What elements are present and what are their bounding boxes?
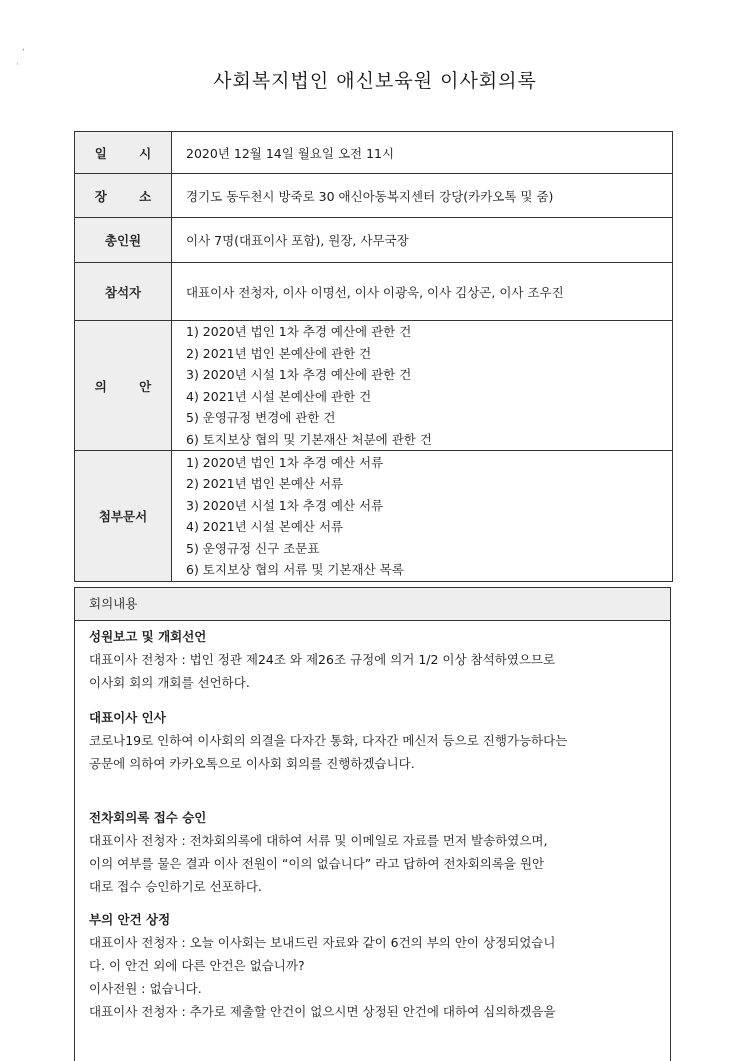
info-label: 총인원	[75, 218, 172, 263]
info-row-attendees	[75, 263, 673, 321]
list-item: 2) 2021년 법인 본예산 서류	[186, 476, 344, 491]
list-item: 2) 2021년 법인 본예산에 관한 건	[186, 345, 372, 361]
info-label: 장 소	[75, 174, 172, 218]
document-title: 사회복지법인 애신보육원 이사회의록	[213, 70, 537, 92]
list-item: 3) 2020년 시설 1차 추경 예산 서류	[186, 497, 384, 513]
section-line: 대로 접수 승인하기로 선포하다.	[89, 879, 262, 894]
minutes-section	[89, 806, 658, 898]
section-line: 대표이사 전청자 : 오늘 이사회는 보내드린 자료와 같이 6건의 부의 안이 상정되었습니	[89, 935, 556, 950]
info-row-date	[75, 132, 673, 174]
section-line: 이사전원 : 없습니다.	[89, 981, 202, 996]
section-title: 성원보고 및 개회선언	[89, 629, 207, 644]
list-item: 4) 2021년 시설 본예산에 관한 건	[186, 388, 372, 404]
info-value: 경기도 동두천시 방죽로 30 애신아동복지센터 강당(카카오톡 및 줌)	[172, 174, 673, 218]
minutes-body	[75, 621, 670, 1023]
section-line: 대표이사 전청자 : 전차회의록에 대하여 서류 및 이메일로 자료를 먼저 발송하였으며,	[89, 833, 548, 848]
agenda-cell	[172, 321, 673, 451]
list-item: 6) 토지보상 협의 서류 및 기본재산 목록	[186, 562, 404, 577]
section-line: 다. 이 안건 외에 다른 안건은 없습니까?	[89, 958, 305, 973]
info-label: 참석자	[75, 263, 172, 321]
list-item: 5) 운영규정 신구 조문표	[186, 540, 320, 556]
minutes-header: 회의내용	[75, 588, 670, 621]
list-item: 1) 2020년 법인 1차 추경 예산에 관한 건	[186, 324, 412, 339]
info-row-place	[75, 174, 673, 218]
attachments-list	[186, 452, 672, 581]
info-row-agenda	[75, 321, 673, 451]
info-label: 일 시	[75, 132, 172, 174]
list-item: 5) 운영규정 변경에 관한 건	[186, 410, 336, 425]
section-line: 이사회 회의 개회를 선언하다.	[89, 675, 250, 690]
scan-mark: ‘	[22, 48, 25, 58]
section-line: 이의 여부를 물은 결과 이사 전원이 “이의 없습니다” 라고 답하여 전차회의록을 원안	[89, 856, 545, 871]
list-item: 3) 2020년 시설 1차 추경 예산에 관한 건	[186, 367, 412, 382]
scan-mark: ·	[16, 60, 19, 70]
info-value: 대표이사 전청자, 이사 이명선, 이사 이광욱, 이사 김상곤, 이사 조우진	[172, 263, 673, 321]
section-line: 코로나19로 인하여 이사회의 의결을 다자간 통화, 다자간 메신저 등으로 진행가능하다는	[89, 733, 568, 748]
minutes-box	[74, 587, 671, 1061]
section-line: 대표이사 전청자 : 추가로 제출할 안건이 없으시면 상정된 안건에 대하여 심의하겠음을	[89, 1004, 556, 1019]
minutes-section	[89, 625, 658, 694]
minutes-section	[89, 706, 658, 775]
minutes-section	[89, 908, 658, 1023]
info-row-total	[75, 218, 673, 263]
info-value: 이사 7명(대표이사 포함), 원장, 사무국장	[172, 218, 673, 263]
info-value: 2020년 12월 14일 월요일 오전 11시	[172, 132, 673, 174]
info-label: 첨부문서	[75, 451, 172, 582]
agenda-list	[186, 321, 672, 450]
info-row-attachments	[75, 451, 673, 582]
attachments-cell	[172, 451, 673, 582]
meeting-info-table	[74, 131, 673, 582]
section-line: 대표이사 전청자 : 법인 정관 제24조 와 제26조 규정에 의거 1/2 이상 참석하였으므로	[89, 652, 556, 667]
list-item: 1) 2020년 법인 1차 추경 예산 서류	[186, 454, 384, 470]
section-line: 공문에 의하여 카카오톡으로 이사회 회의를 진행하겠습니다.	[89, 756, 415, 771]
section-title: 전차회의록 접수 승인	[89, 810, 207, 825]
list-item: 4) 2021년 시설 본예산 서류	[186, 519, 344, 534]
section-title: 부의 안건 상정	[89, 912, 171, 927]
list-item: 6) 토지보상 협의 및 기본재산 처분에 관한 건	[186, 431, 432, 447]
info-label: 의 안	[75, 321, 172, 451]
section-title: 대표이사 인사	[89, 710, 166, 725]
